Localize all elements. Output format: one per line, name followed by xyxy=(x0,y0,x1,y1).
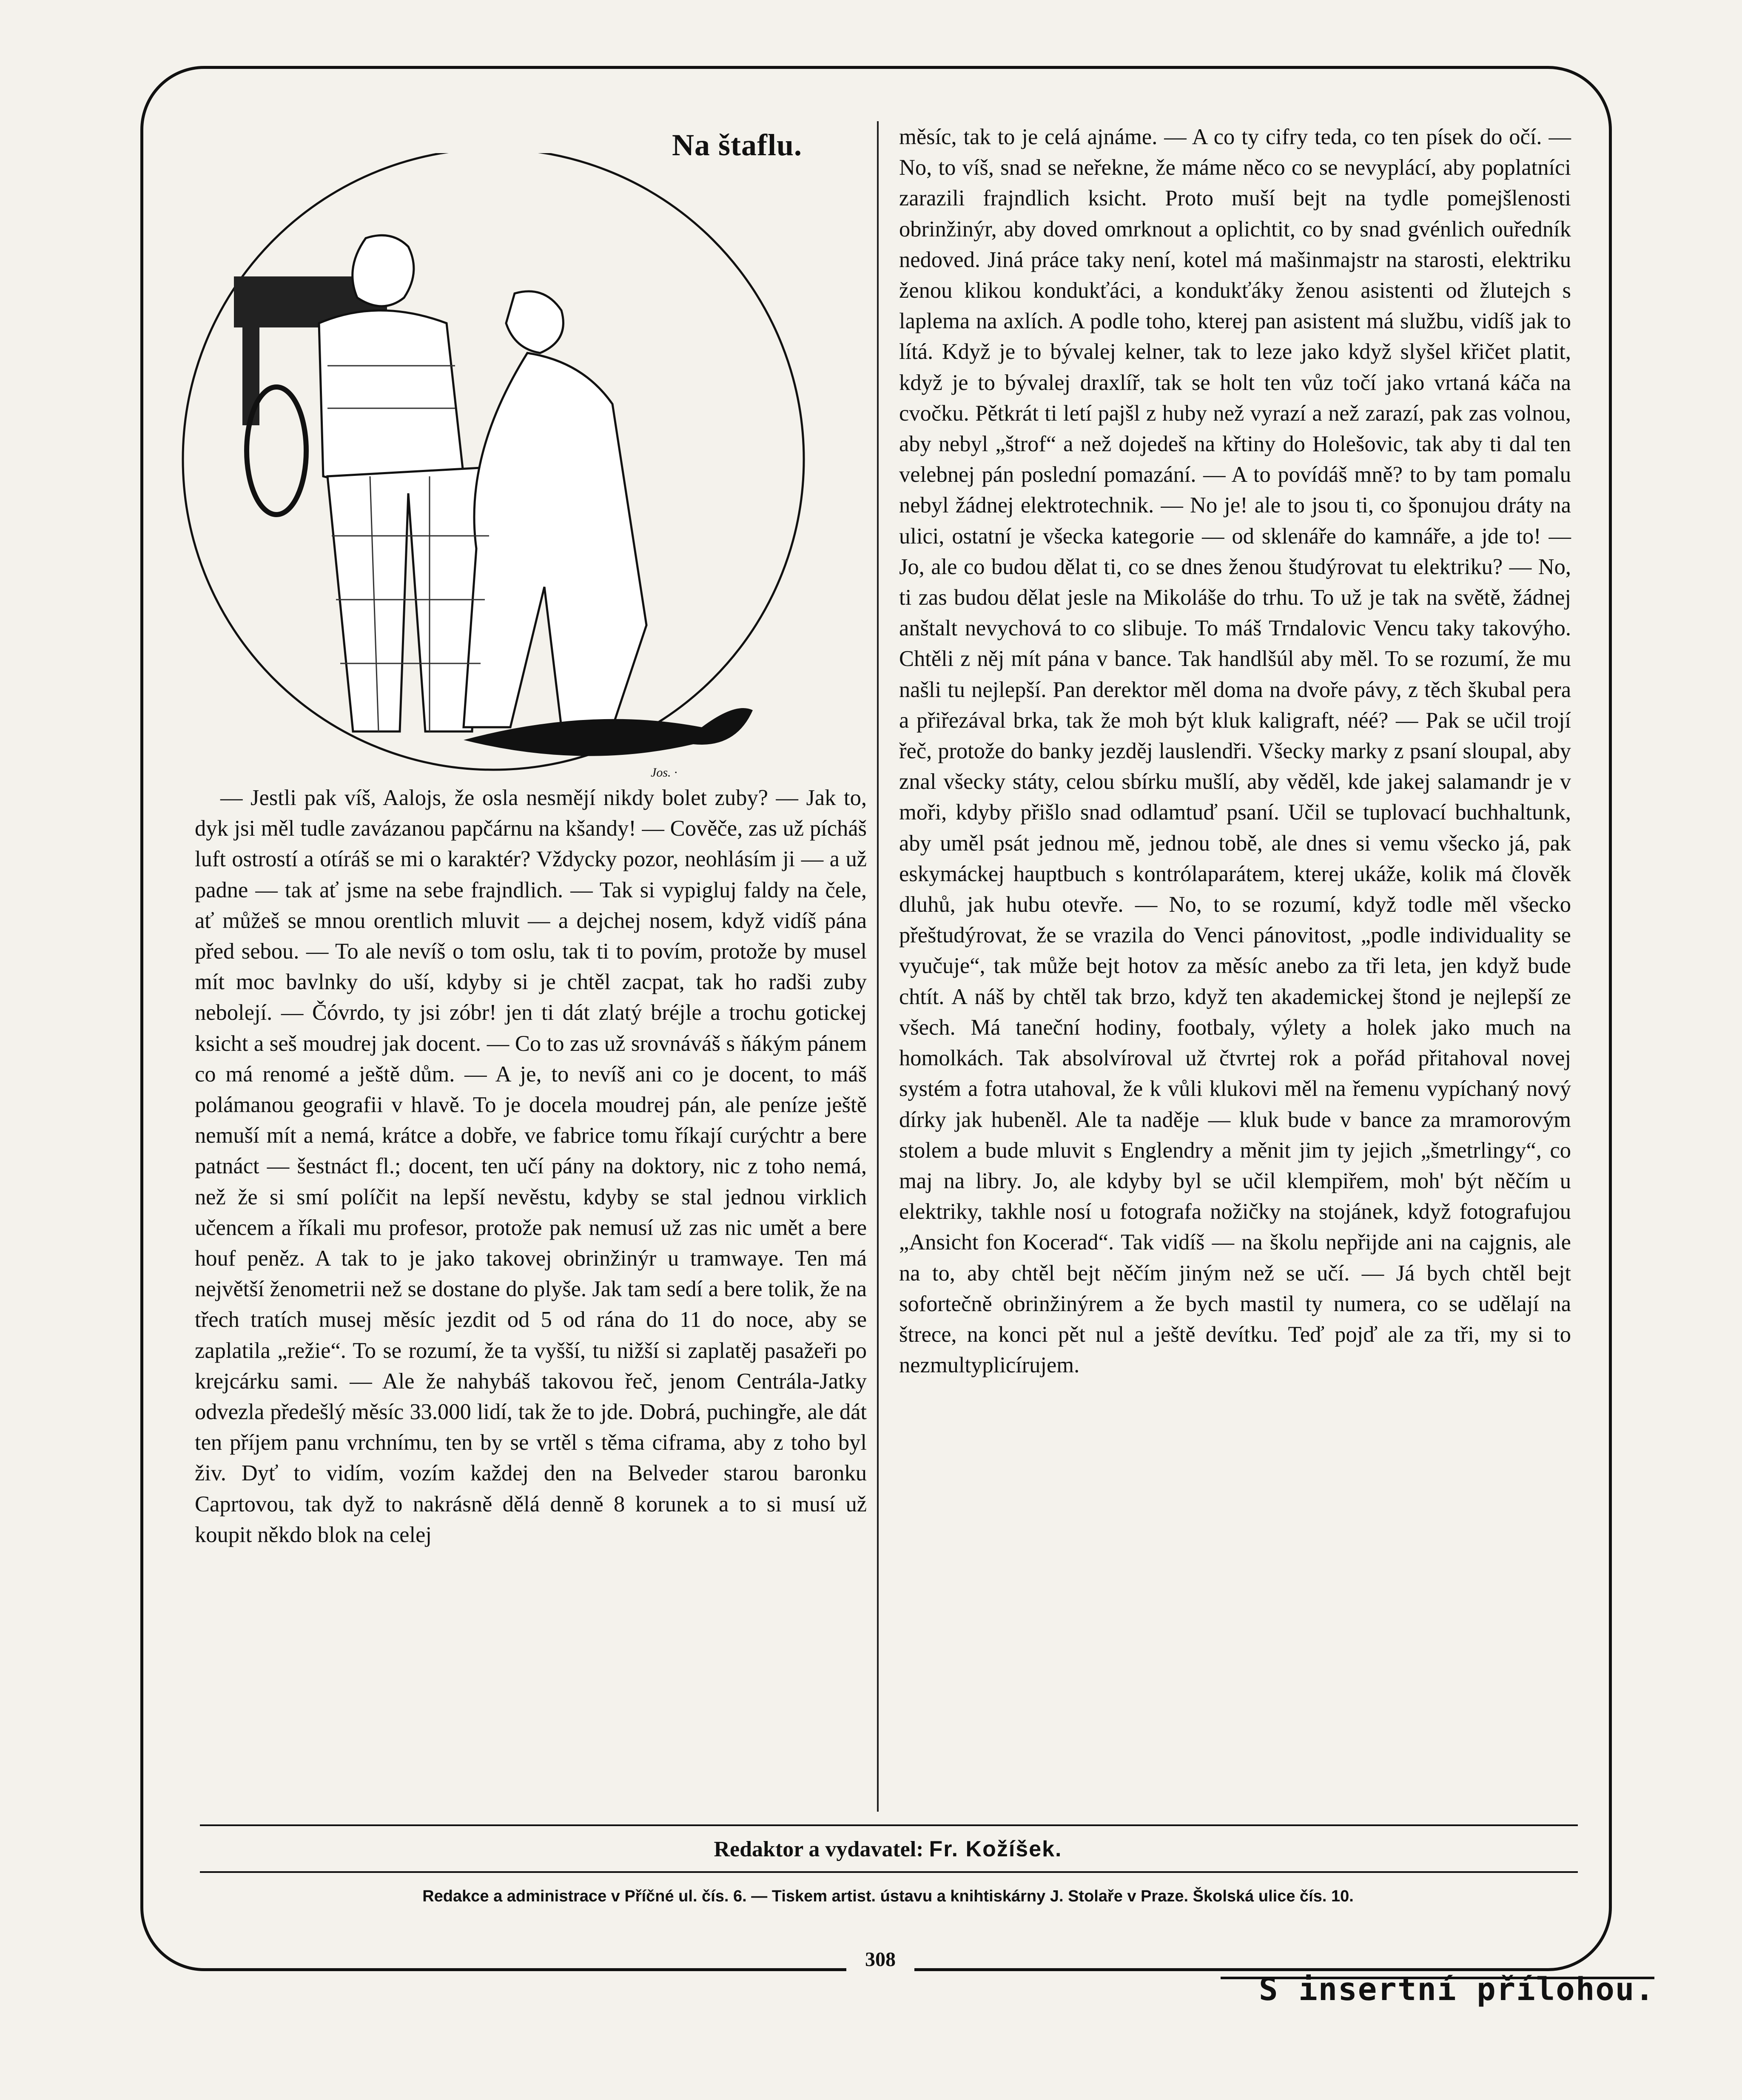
article-title: Na štaflu. xyxy=(672,128,803,162)
editor-label: Redaktor a vydavatel: xyxy=(714,1837,924,1861)
column-divider xyxy=(877,121,879,1812)
footer-rule-top xyxy=(200,1824,1578,1826)
footer-rule-middle xyxy=(200,1871,1578,1873)
publisher-line: Redakce a administrace v Příčné ul. čís. 6. — Tiskem artist. ústavu a knihtiskárny J. Stolaře v Praze. Školská ulice čís. 10. xyxy=(422,1887,1354,1905)
right-text-column xyxy=(899,122,1571,1380)
editor-name: Fr. Kožíšek. xyxy=(929,1837,1062,1861)
illustration-signature: Jos. · xyxy=(651,765,677,780)
editor-line xyxy=(195,1836,1581,1862)
right-column-paragraph: měsíc, tak to je celá ajnáme. — A co ty cifry teda, co ten písek do očí. — No, to víš, snad se neřekne, že máme něco co se nevyplácí, aby poplatníci zarazili frajndlich ksicht. Proto muší bejt na tydle pomejšlenosti obrinžinýr, aby doved omrknout a oplichtit, co by snad gvénlich ouředník nedoved. Jiná práce taky není, kotel má mašinmajstr na starosti, elektriku ženou klikou kondukťáci, a kondukťáky ženou asistenti od žlutejch s laplema na axlích. A podle toho, kterej pan asistent má službu, vidíš jak to lítá. Když je to bývalej kelner, tak to leze jako když slyšel křičet platit, když je to bývalej draxlíř, tak se holt ten vůz točí jako vrtaná káča na cvočku. Pětkrát ti letí pajšl z huby než vyrazí a než zarazí, pak zas volnou, aby nebyl „štrof“ a než dojedeš na křtiny do Holešovic, tak aby ti dal ten velebnej pán poslední pomazání. — A to povídáš mně? to by tam pomalu nebyl žádnej elektrotechnik. — No je! ale to jsou ti, co šponujou dráty na ulici, ostatní je všecka kategorie — od sklenáře do kamnáře, a jde to! — Jo, ale co budou dělat ti, co se dnes ženou študýrovat tu elektriku? — No, ti zas budou dělat jesle na Mikoláše do trhu. To už je tak na světě, žádnej anštalt nevychová to co slibuje. To máš Trndalovic Vencu taky takovýho. Chtěli z něj mít pána v bance. Tak handlšúl aby měl. To se rozumí, že mu našli tu nejlepší. Pan derektor měl doma na dvoře pávy, z těch škubal pera a přiřezával brka, tak že moh být kluk kaligraft, néé? — Pak se učil trojí řeč, protože do banky jezděj lauslendři. Všecky marky z psaní sloupal, aby znal všecky státy, celou sbírku mušlí, aby věděl, kde jakej salamandr je v moři, kdyby přišlo snad odlamtuď psaní. Učil se tuplovací buchhaltunk, aby uměl psát jednou mě, jednou tobě, ale dnes si vemu všecko já, pak eskymáckej hauptbuch s kontrólaparátem, kterej ukáže, kolik má člověk dluhů, jak hubu otevře. — No, to se rozumí, když todle měl všecko přeštudýrovat, že se vrazila do Venci pánovitost, „podle individuality se vyučuje“, tak může bejt hotov za měsíc anebo za tři leta, jen když bude chtít. A náš by chtěl tak brzo, když ten akademickej štond je nejlepší ze všech. Má taneční hodiny, footbaly, výlety a holek jako much na homolkách. Tak absolvíroval už čtvrtej rok a pořád přitahoval novej systém a fotra utahoval, že k vůli klukovi měl na řemenu vypíchaný nový dírky jak hubeněl. Ale ta naděje — kluk bude v bance za mramorovým stolem a bude mluvit s Englendry a měnit jim ty jejich „šmetrlingy“, co maj na libry. Jo, ale kdyby byl se učil klempiřem, moh' být něčím u elektriky, takhle nosí u fotografa nožičky na stojánek, když fotografujou „Ansicht fon Kocerad“. Tak vidíš — na školu nepřijde ani na cajgnis, ale na to, aby chtěl bejt něčím jiným než se učí. — Já bych chtěl bejt sofortečně obrinžinýrem a že bych mastil ty numera, co se udělají na štrece, na konci pět nul a ještě devítku. Teď pojď ale za tři, my si to nezmultyplicírujem. xyxy=(899,125,1571,1378)
page-number: 308 xyxy=(846,1948,914,1971)
cartoon-illustration xyxy=(166,153,863,783)
left-column-paragraph: — Jestli pak víš, Aalojs, že osla nesmějí nikdy bolet zuby? — Jak to, dyk jsi měl tudle zavázanou papčárnu na kšandy! — Cověče, zas už pícháš luft ostrostí a otíráš se mi o karaktér? Vždycky pozor, neohlásím ji — a už padne — tak ať jsme na sebe frajndlich. — Tak si vypigluj faldy na čele, ať můžeš se mnou orentlich mluvit — a dejchej nosem, když vidíš pána před sebou. — To ale nevíš o tom oslu, tak ti to povím, protože by musel mít moc bavlnky do uší, kdyby si je chtěl zacpat, tak ho radši zuby nebolejí. — Čóvrdo, ty jsi zóbr! jen ti dát zlatý bréjle a trochu gotickej ksicht a seš moudrej jak docent. — Co to zas už srovnáváš s ňákým pánem co má renomé a ještě dům. — A je, to nevíš ani co je docent, to máš polámanou geografii v hlavě. To je docela moudrej pán, ale peníze ještě nemuší mít a nemá, krátce a dobře, ve fabrice tomu říkají curýchtr a bere patnáct — šestnáct fl.; docent, ten učí pány na doktory, nic z toho nemá, než že si smí políčit na lepší nevěstu, kdyby se stal jednou virklich učencem a říkali mu profesor, protože pak nemusí už zas nic umět a bere houf peněz. A tak to je jako takovej obrinžinýr u tramwaye. Ten má největší ženometrii než se dostane do plyše. Jak tam sedí a bere tolik, že na třech tratích musej měsíc jezdit od 5 od rána do 11 do noce, aby se zaplatila „režie“. To se rozumí, že ta vyšší, tu nižší si zaplatěj pasažeři po krejcárku sami. — Ale že nahybáš takovou řeč, jenom Centrála-Jatky odvezla předešlý měsíc 33.000 lidí, tak že to jde. Dobrá, puchingře, ale dát ten příjem panu vrchnímu, ten by se vrtěl s těma ciframa, aby z toho byl živ. Dyť to vidím, vozím každej den na Belveder starou baronku Caprtovou, tak dyž to nakrásně dělá denně 8 korunek a to si musí už koupit někdo blok na celej xyxy=(195,785,867,1547)
insert-supplement-note: S insertní přílohou. xyxy=(1259,1971,1655,2008)
left-text-column xyxy=(195,783,867,1550)
